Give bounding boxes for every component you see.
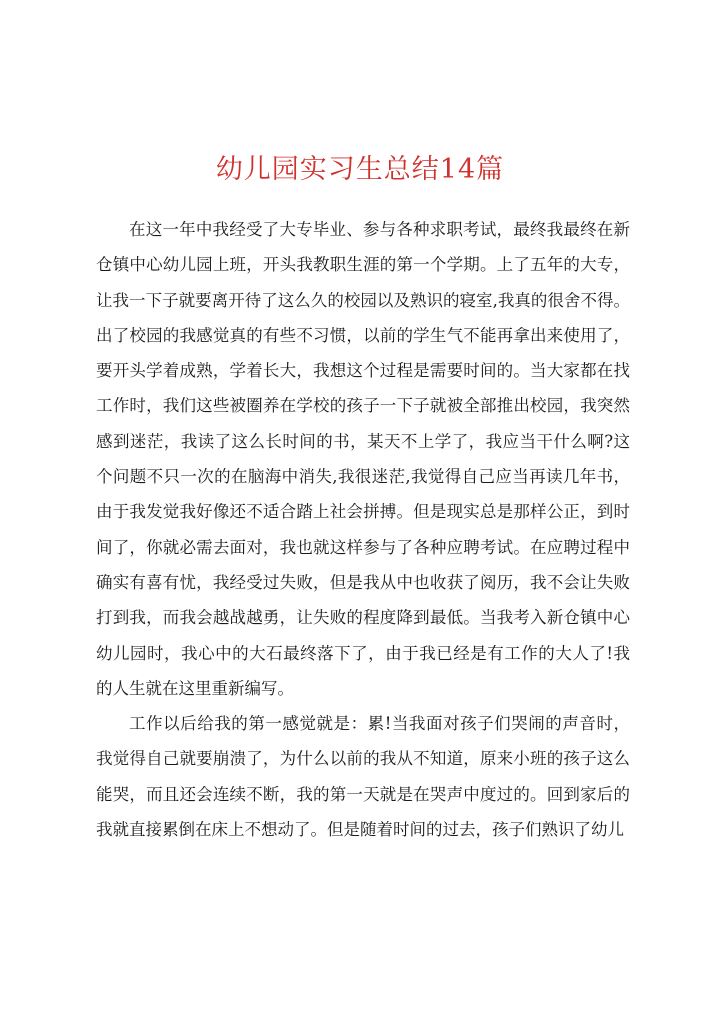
paragraph: 在这一年中我经受了大专毕业、参与各种求职考试，最终我最终在新仓镇中心幼儿园上班，开头我教职生涯的第一个学期。上了五年的大专，让我一下子就要离开待了这么久的校园以及熟识的寝室,我真的很舍不得。出了校园的我感觉真的有些不习惯，以前的学生气不能再拿出来使用了，要开头学着成熟，学着长大，我想这个过程是需要时间的。当大家都在找工作时，我们这些被圈养在学校的孩子一下子就被全部推出校园，我突然感到迷茫，我读了这么长时间的书，某天不上学了，我应当干什么啊?这个问题不只一次的在脑海中消失,我很迷茫,我觉得自己应当再读几年书，由于我发觉我好像还不适合踏上社会拼搏。但是现实总是那样公正，到时间了，你就必需去面对，我也就这样参与了各种应聘考试。在应聘过程中确实有喜有忧，我经受过失败，但是我从中也收获了阅历，我不会让失败打到我，而我会越战越勇，让失败的程度降到最低。当我考入新仓镇中心幼儿园时，我心中的大石最终落下了，由于我已经是有工作的大人了!我的人生就在这里重新编写。 bbox=[96, 220, 630, 698]
document-body bbox=[96, 212, 630, 847]
document-title: 幼儿园实习生总结14篇 bbox=[215, 154, 505, 185]
paragraph: 工作以后给我的第一感觉就是：累!当我面对孩子们哭闹的声音时，我觉得自己就要崩溃了，为什么以前的我从不知道，原来小班的孩子这么能哭，而且还会连续不断，我的第一天就是在哭声中度过的。回到家后的我就直接累倒在床上不想动了。但是随着时间的过去，孩子们熟识了幼儿 bbox=[96, 714, 630, 840]
